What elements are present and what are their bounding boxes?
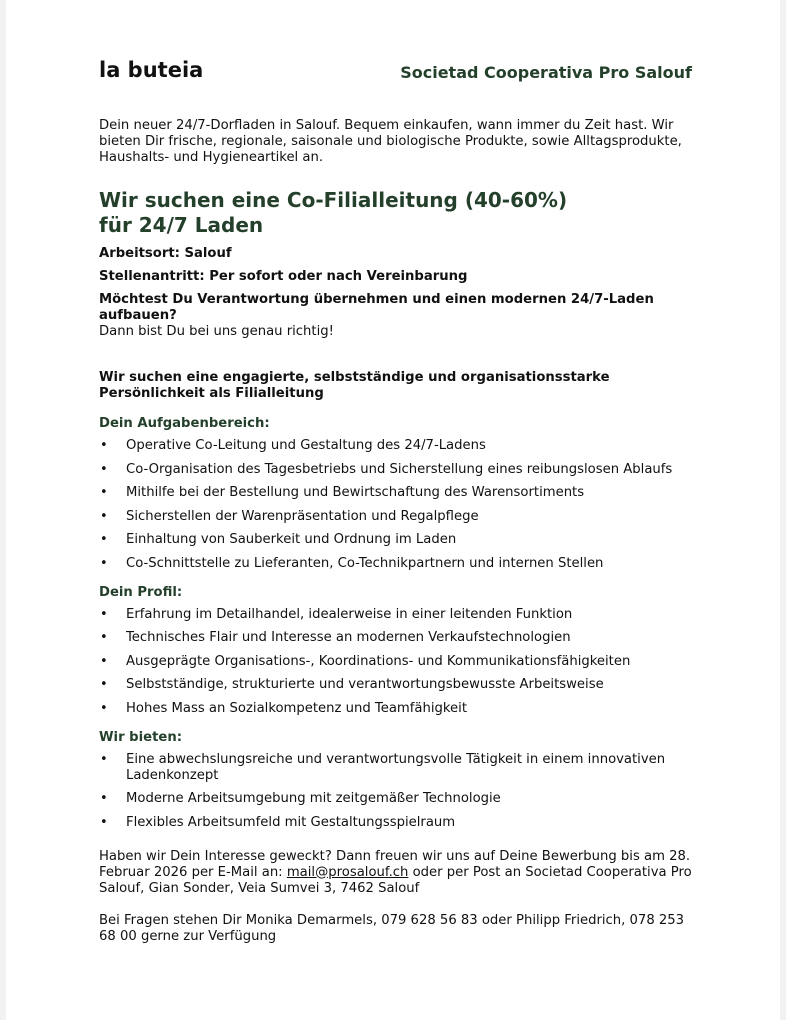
profile-list <box>99 607 699 717</box>
document-body <box>99 118 699 945</box>
offer-heading: Wir bieten: <box>99 729 182 745</box>
list-item-text: Hohes Mass an Sozialkompetenz und Teamfähigkeit <box>126 700 467 716</box>
bullet-icon: • <box>100 485 108 500</box>
list-item-text: Sicherstellen der Warenpräsentation und Regalpflege <box>126 508 479 524</box>
profile-heading: Dein Profil: <box>99 584 183 600</box>
job-title-line-2: für 24/7 Laden <box>99 213 264 237</box>
closing-text-start: Haben wir Dein Interesse geweckt? Dann freuen wir uns auf Deine Bewerbung bis am 28. Februar 2026 per E-Mail an: <box>99 848 691 880</box>
job-title <box>99 188 699 238</box>
list-item <box>99 607 699 623</box>
list-item <box>99 532 699 548</box>
list-item <box>99 509 699 525</box>
bullet-icon: • <box>100 606 108 622</box>
list-item-text: Ausgeprägte Organisations-, Koordinations- und Kommunikationsfähigkeiten <box>126 653 631 669</box>
list-item <box>99 462 699 478</box>
list-item-text: Erfahrung im Detailhandel, idealerweise in einer leitenden Funktion <box>126 606 573 622</box>
list-item <box>99 815 699 831</box>
job-title-line-1: Wir suchen eine Co-Filialleitung (40-60%) <box>99 188 568 212</box>
bullet-icon: • <box>100 438 108 453</box>
bullet-icon: • <box>100 677 108 692</box>
offer-list <box>99 752 699 831</box>
list-item <box>99 677 699 693</box>
application-paragraph <box>99 849 699 897</box>
bullet-icon: • <box>100 653 108 669</box>
list-item <box>99 701 699 717</box>
bullet-icon: • <box>100 751 108 767</box>
bullet-icon: • <box>100 532 108 547</box>
page-header <box>99 58 692 88</box>
list-item-text: Moderne Arbeitsumgebung mit zeitgemäßer Technologie <box>126 791 501 806</box>
list-item <box>99 485 699 501</box>
seeking-statement: Wir suchen eine engagierte, selbstständige und organisationsstarke Persönlichkeit als Filialleitung <box>99 370 610 401</box>
list-item <box>99 438 699 454</box>
start-date: Stellenantritt: Per sofort oder nach Vereinbarung <box>99 269 468 284</box>
email-link[interactable]: mail@prosalouf.ch <box>286 864 409 880</box>
list-item-text: Co-Organisation des Tagesbetriebs und Sicherstellung eines reibungslosen Ablaufs <box>126 461 673 477</box>
intro-answer: Dann bist Du bei uns genau richtig! <box>99 324 334 339</box>
list-item <box>99 654 699 670</box>
cooperative-name: Societad Cooperativa Pro Salouf <box>400 63 692 82</box>
brand-name: la buteia <box>99 58 204 82</box>
tasks-list <box>99 438 699 572</box>
intro-paragraph: Dein neuer 24/7-Dorfladen in Salouf. Bequem einkaufen, wann immer du Zeit hast. Wir bieten Dir frische, regionale, saisonale und biologische Produkte, sowie Alltagsprodukte, Haushalts- und Hygieneartikel an. <box>99 118 682 165</box>
list-item-text: Technisches Flair und Interesse an modernen Verkaufstechnologien <box>126 630 571 645</box>
bullet-icon: • <box>100 700 108 716</box>
bullet-icon: • <box>100 791 108 806</box>
tasks-heading: Dein Aufgabenbereich: <box>99 416 270 431</box>
list-item <box>99 556 699 572</box>
list-item-text: Flexibles Arbeitsumfeld mit Gestaltungsspielraum <box>126 814 456 830</box>
bullet-icon: • <box>100 814 108 830</box>
contact-paragraph: Bei Fragen stehen Dir Monika Demarmels, 079 628 56 83 oder Philipp Friedrich, 078 253 68 00 gerne zur Verfügung <box>99 912 685 944</box>
list-item-text: Selbstständige, strukturierte und verantwortungsbewusste Arbeitsweise <box>126 677 604 692</box>
list-item <box>99 791 699 807</box>
bullet-icon: • <box>100 461 108 477</box>
intro-question: Möchtest Du Verantwortung übernehmen und einen modernen 24/7-Laden aufbauen? <box>99 292 654 323</box>
list-item-text: Co-Schnittstelle zu Lieferanten, Co-Technikpartnern und internen Stellen <box>126 555 604 571</box>
bullet-icon: • <box>100 630 108 645</box>
work-location: Arbeitsort: Salouf <box>99 246 232 261</box>
closing-text-end: oder per Post an Societad Cooperativa Pro Salouf, Gian Sonder, Veia Sumvei 3, 7462 Salouf <box>99 864 692 896</box>
bullet-icon: • <box>100 555 108 571</box>
list-item-text: Einhaltung von Sauberkeit und Ordnung im Laden <box>126 532 457 547</box>
list-item-text: Operative Co-Leitung und Gestaltung des 24/7-Ladens <box>126 438 486 453</box>
list-item-text: Eine abwechslungsreiche und verantwortungsvolle Tätigkeit in einem innovativen Ladenkonzept <box>126 751 666 783</box>
list-item <box>99 752 699 784</box>
document-page <box>6 0 780 1020</box>
bullet-icon: • <box>100 508 108 524</box>
list-item <box>99 630 699 646</box>
list-item-text: Mithilfe bei der Bestellung und Bewirtschaftung des Warensortiments <box>126 485 585 500</box>
sections-container <box>99 416 699 831</box>
